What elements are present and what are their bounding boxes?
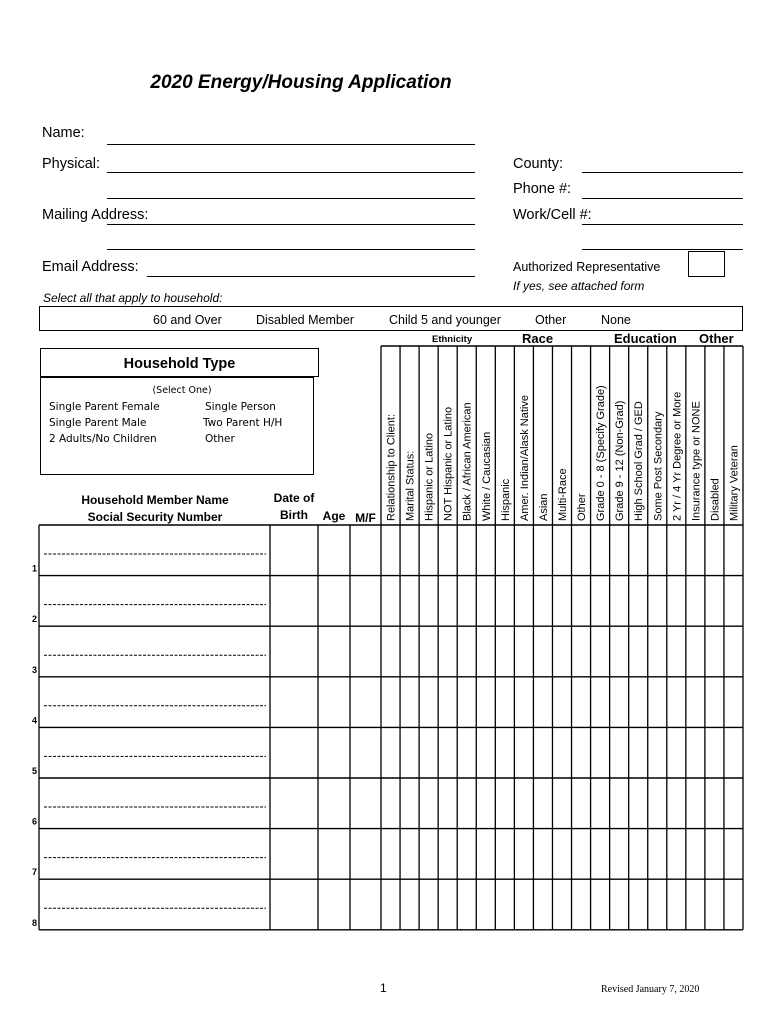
vertical-column-header: 2 Yr / 4 Yr Degree or More (671, 391, 684, 521)
vertical-column-header: Relationship to Client: (385, 413, 398, 521)
row-number: 1 (32, 563, 38, 574)
age-header: Age (322, 509, 346, 523)
ssn-header: Social Security Number (87, 510, 223, 524)
vertical-column-header: Asian (537, 493, 550, 521)
county-label: County: (513, 156, 563, 172)
option-60-and-over[interactable]: 60 and Over (153, 313, 222, 327)
authorized-rep-label: Authorized Representative (513, 260, 661, 274)
vertical-column-header: Hispanic or Latino (423, 432, 436, 521)
ht-other[interactable]: Other (205, 433, 235, 445)
option-child-5-and-younger[interactable]: Child 5 and younger (389, 313, 501, 327)
vertical-column-header: Grade 0 - 8 (Specify Grade) (595, 385, 608, 521)
vertical-column-header: Marital Status: (404, 450, 417, 521)
option-none[interactable]: None (601, 313, 631, 327)
row-number: 3 (32, 664, 38, 675)
if-yes-note: If yes, see attached form (513, 279, 645, 293)
vertical-column-header: Grade 9 - 12 (Non-Grad) (614, 400, 627, 521)
dob-header-top: Date of (273, 491, 315, 505)
household-type-title: Household Type (123, 356, 236, 372)
page-title: 2020 Energy/Housing Application (150, 72, 452, 93)
phone-label: Phone #: (513, 181, 572, 197)
race-group-header: Race (522, 331, 554, 346)
vertical-column-header: High School Grad / GED (633, 401, 646, 521)
revised-date: Revised January 7, 2020 (601, 984, 700, 995)
work-cell-label: Work/Cell #: (513, 207, 592, 223)
ht-2-adults-no-children[interactable]: 2 Adults/No Children (49, 433, 157, 445)
vertical-column-header: Amer. Indian/Alask Native (518, 395, 531, 521)
mf-header: M/F (355, 511, 376, 525)
name-label: Name: (42, 125, 85, 141)
vertical-column-header: NOT Hispanic or Latino (442, 406, 455, 521)
vertical-column-header: Some Post Secondary (652, 411, 665, 521)
option-disabled-member[interactable]: Disabled Member (256, 313, 354, 327)
ht-single-person[interactable]: Single Person (205, 401, 276, 413)
row-number: 6 (32, 816, 38, 827)
option-other[interactable]: Other (535, 313, 567, 327)
select-one-note: (Select One) (152, 385, 212, 396)
vertical-column-header: Multi-Race (557, 468, 569, 521)
vertical-column-header: Hispanic (499, 478, 512, 521)
ht-two-parent[interactable]: Two Parent H/H (203, 417, 283, 429)
email-label: Email Address: (42, 259, 139, 275)
row-number: 4 (32, 715, 38, 726)
vertical-column-header: Military Veteran (728, 445, 741, 521)
vertical-column-header: Disabled (709, 478, 722, 521)
ht-single-parent-male[interactable]: Single Parent Male (49, 417, 147, 429)
vertical-column-header: Black / African American (461, 402, 474, 521)
vertical-column-header: Other (576, 493, 589, 521)
row-number: 7 (32, 867, 38, 878)
other-group-header: Other (699, 331, 734, 346)
member-name-header: Household Member Name (81, 493, 229, 507)
page-number: 1 (380, 981, 387, 995)
dob-header-bottom: Birth (280, 508, 308, 522)
row-number: 2 (32, 614, 38, 625)
education-group-header: Education (614, 331, 677, 346)
vertical-column-header: White / Caucasian (480, 431, 493, 521)
vertical-column-header: Insurance type or NONE (690, 401, 703, 521)
select-all-instruction: Select all that apply to household: (43, 291, 223, 305)
row-number: 8 (32, 917, 38, 928)
row-number: 5 (32, 766, 38, 776)
ethnicity-group-header: Ethnicity (432, 334, 473, 345)
ht-single-parent-female[interactable]: Single Parent Female (49, 401, 160, 413)
physical-label: Physical: (42, 156, 101, 172)
mailing-address-label: Mailing Address: (42, 207, 149, 223)
